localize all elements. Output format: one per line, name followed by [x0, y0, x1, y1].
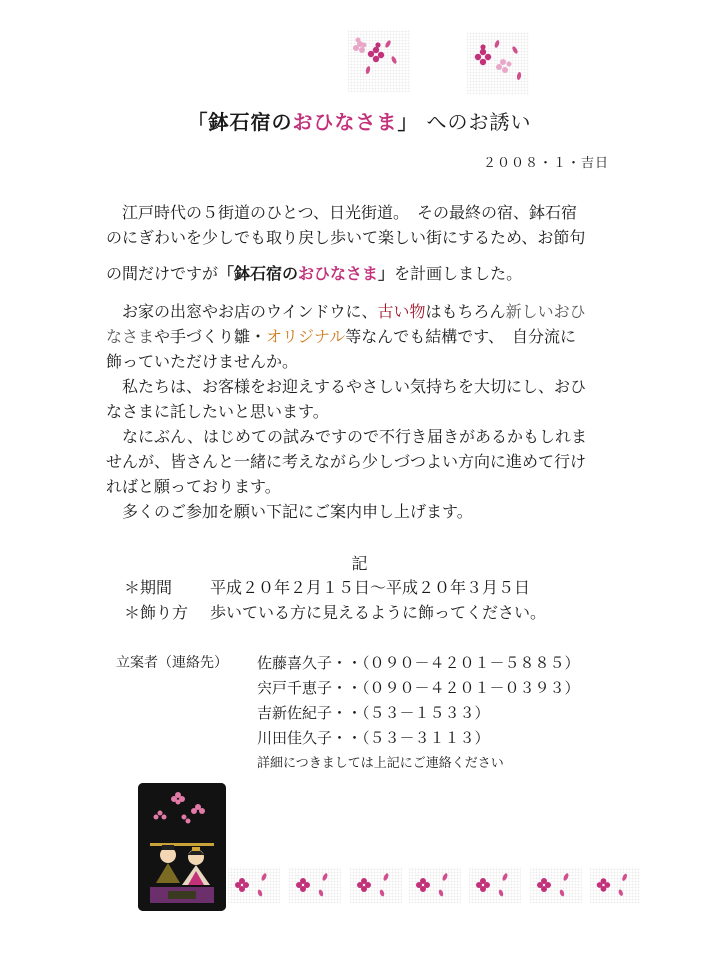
body-line: なさまに託したいと思います。	[106, 402, 329, 421]
body-line: なにぶん、はじめての試みですので不行き届きがあるかもしれま	[122, 427, 587, 446]
body-line: せんが、皆さんと一緒に考えながら少しづつよい方向に進めて行け	[106, 452, 587, 471]
contact-phone: （５３－１５３３）	[362, 704, 490, 722]
sakura-blossom-icon	[289, 867, 341, 903]
contact-name: 吉新佐紀子・・	[257, 704, 363, 722]
contact-name: 川田佳久子・・	[257, 729, 363, 747]
sakura-blossom-icon	[469, 867, 521, 903]
sakura-blossom-icon	[348, 30, 410, 92]
title-close: 」	[397, 110, 419, 134]
body-line	[106, 324, 616, 349]
sakura-blossom-icon	[530, 867, 582, 903]
intro-highlight: おひなさま	[298, 264, 379, 283]
contact-phone: （０９０－４２０１－０３９３）	[362, 679, 580, 697]
contacts-list	[257, 651, 580, 776]
contact-name: 宍戸千恵子・・	[257, 679, 363, 697]
highlight-new: なさま	[106, 327, 155, 346]
intro-text: を計画しました。	[394, 264, 523, 283]
body-text: お家の出窓やお店のウインドウに、	[122, 302, 378, 321]
contact-row	[257, 676, 580, 701]
period-label: ＊期間	[124, 578, 173, 597]
sakura-blossom-icon	[467, 32, 529, 94]
intro-text: の間だけですが	[106, 264, 219, 283]
body-line	[106, 299, 616, 324]
contact-row	[257, 701, 580, 726]
body-text: はもちろん	[425, 302, 506, 321]
intro-line: 江戸時代の５街道のひとつ、日光街道。 その最終の宿、鉢石宿	[122, 203, 578, 222]
sakura-blossom-icon	[409, 867, 461, 903]
body-text: や手づくり雛・	[154, 327, 267, 346]
highlight-new: 新しいおひ	[505, 302, 586, 321]
contact-row	[257, 726, 580, 751]
intro-line	[106, 261, 616, 286]
contact-phone: （５３－３１１３）	[362, 729, 490, 747]
contact-row	[257, 651, 580, 676]
sakura-blossom-icon	[350, 867, 402, 903]
intro-bold: 」	[378, 264, 395, 283]
contact-name: 佐藤喜久子・・	[257, 654, 363, 672]
highlight-original: オリジナル	[266, 327, 346, 346]
intro-paragraph	[106, 200, 616, 250]
sakura-blossom-icon	[590, 867, 640, 903]
intro-line: のにぎわいを少しでも取り戻し歩いて楽しい街にするため、お節句	[106, 228, 586, 247]
page-title	[0, 106, 719, 135]
body-paragraphs	[106, 299, 616, 524]
title-highlight: おひなさま	[292, 110, 398, 134]
hina-dolls-illustration	[138, 783, 226, 911]
body-line: 私たちは、お客様をお迎えするやさしい気持ちを大切にし、おひ	[122, 377, 587, 396]
highlight-old: 古い物	[377, 302, 426, 321]
intro-bold: 「鉢石宿の	[218, 264, 299, 283]
body-text: 等なんでも結構です、 自分流に	[345, 327, 576, 346]
display-label: ＊飾り方	[124, 603, 189, 622]
body-line: ればと願っております。	[106, 477, 281, 496]
contact-phone: （０９０－４２０１－５８８５）	[362, 654, 580, 672]
body-line: 飾っていただけませんか。	[106, 352, 299, 371]
period-value: 平成２０年２月１５日〜平成２０年３月５日	[210, 578, 531, 597]
body-line: 多くのご参加を願い下記にご案内申し上げます。	[122, 502, 473, 521]
display-value: 歩いている方に見えるように飾ってください。	[210, 603, 547, 622]
notice-heading: 記	[351, 554, 368, 573]
title-open: 「鉢石宿の	[187, 110, 293, 134]
document-date: ２００８・１・吉日	[482, 156, 609, 171]
title-suffix: へのお誘い	[426, 110, 532, 134]
sakura-blossom-icon	[228, 867, 280, 903]
contacts-label: 立案者（連絡先）	[116, 655, 228, 671]
contacts-footer: 詳細につきましては上記にご連絡ください	[257, 756, 504, 771]
